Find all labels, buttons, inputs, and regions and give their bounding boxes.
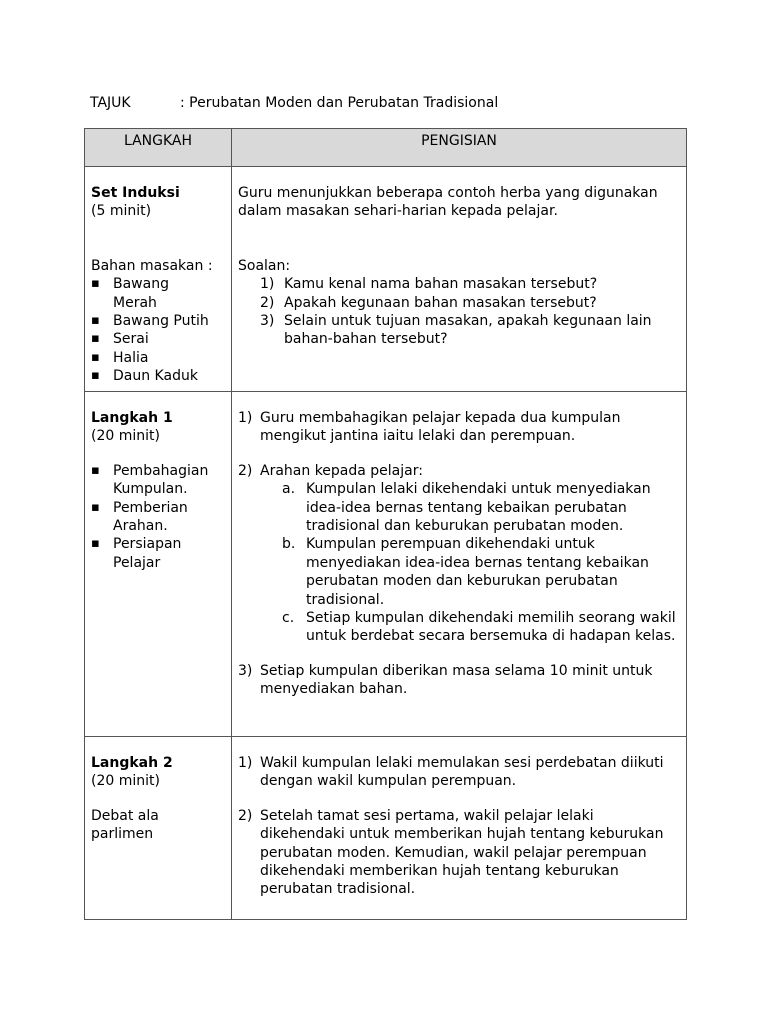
- list-item: ▪ Serai: [91, 330, 225, 348]
- list-item: ▪ Daun Kaduk: [91, 367, 225, 385]
- cell-pengisian: [232, 392, 687, 737]
- step-note: Debat ala parlimen: [91, 807, 159, 843]
- column-header-pengisian: PENGISIAN: [232, 129, 687, 167]
- cell-langkah: [85, 737, 232, 920]
- cell-langkah: [85, 167, 232, 392]
- list-item: a. Kumpulan lelaki dikehendaki untuk menyediakan idea-idea bernas tentang kebaikan perubatan tradisional dan keburukan perubatan moden.: [282, 481, 651, 535]
- activity-list: [91, 462, 225, 572]
- list-item: ▪ Halia: [91, 349, 225, 367]
- questions-label: Soalan:: [238, 257, 291, 274]
- intro-text: Guru menunjukkan beberapa contoh herba yang digunakan dalam masakan sehari-harian kepada pelajar.: [238, 185, 658, 220]
- title-value: : Perubatan Moden dan Perubatan Tradisional: [180, 95, 499, 111]
- list-item: b. Kumpulan perempuan dikehendaki untuk menyediakan idea-idea bernas tentang kebaikan perubatan moden dan keburukan perubatan tradisional.: [282, 536, 649, 608]
- step-title: Langkah 2: [91, 755, 173, 771]
- cell-pengisian: [232, 737, 687, 920]
- cell-pengisian: [232, 167, 687, 392]
- list-item: 2) Arahan kepada pelajar:: [238, 462, 423, 479]
- step-duration: (5 minit): [91, 203, 152, 220]
- list-item: 3) Setiap kumpulan diberikan masa selama 10 minit untuk menyediakan bahan.: [238, 662, 653, 698]
- step-duration: (20 minit): [91, 773, 160, 790]
- step-title: Set Induksi: [91, 185, 180, 201]
- cell-langkah: [85, 392, 232, 737]
- list-item: ▪ Bawang Putih: [91, 312, 225, 330]
- table-row-set-induksi: [85, 167, 687, 392]
- list-item: 2) Setelah tamat sesi pertama, wakil pelajar lelaki dikehendaki untuk memberikan hujah tentang keburukan perubatan moden. Kemudian, wakil pelajar perempuan dikehendaki memberikan hujah tentang keburukan perubatan tradisional.: [238, 807, 664, 898]
- step-duration: (20 minit): [91, 428, 160, 445]
- step-title: Langkah 1: [91, 410, 173, 426]
- list-item: 1) Guru membahagikan pelajar kepada dua kumpulan mengikut jantina iaitu lelaki dan perempuan.: [238, 410, 621, 445]
- ingredients-label: Bahan masakan :: [91, 257, 213, 274]
- table-row-langkah-2: [85, 737, 687, 920]
- lesson-plan-table: [84, 128, 687, 920]
- list-item: ▪ Pembahagian Kumpulan.: [91, 462, 208, 499]
- list-item: ▪ Bawang Merah: [91, 275, 183, 312]
- list-item: 3) Selain untuk tujuan masakan, apakah kegunaan lain bahan-bahan tersebut?: [260, 313, 652, 348]
- ingredients-list: [91, 275, 225, 385]
- table-row-langkah-1: [85, 392, 687, 737]
- list-item: 1) Wakil kumpulan lelaki memulakan sesi perdebatan diikuti dengan wakil kumpulan perempuan.: [238, 755, 664, 790]
- list-item: 2) Apakah kegunaan bahan masakan tersebut?: [260, 294, 597, 311]
- list-item: 1) Kamu kenal nama bahan masakan tersebut?: [260, 276, 598, 293]
- list-item: ▪ Pemberian Arahan.: [91, 499, 193, 536]
- title-label: TAJUK: [90, 95, 131, 111]
- list-item: c. Setiap kumpulan dikehendaki memilih seorang wakil untuk berdebat secara bersemuka di hadapan kelas.: [282, 610, 676, 645]
- column-header-langkah: LANGKAH: [85, 129, 232, 167]
- list-item: ▪ Persiapan Pelajar: [91, 535, 193, 572]
- document-title: [90, 94, 498, 112]
